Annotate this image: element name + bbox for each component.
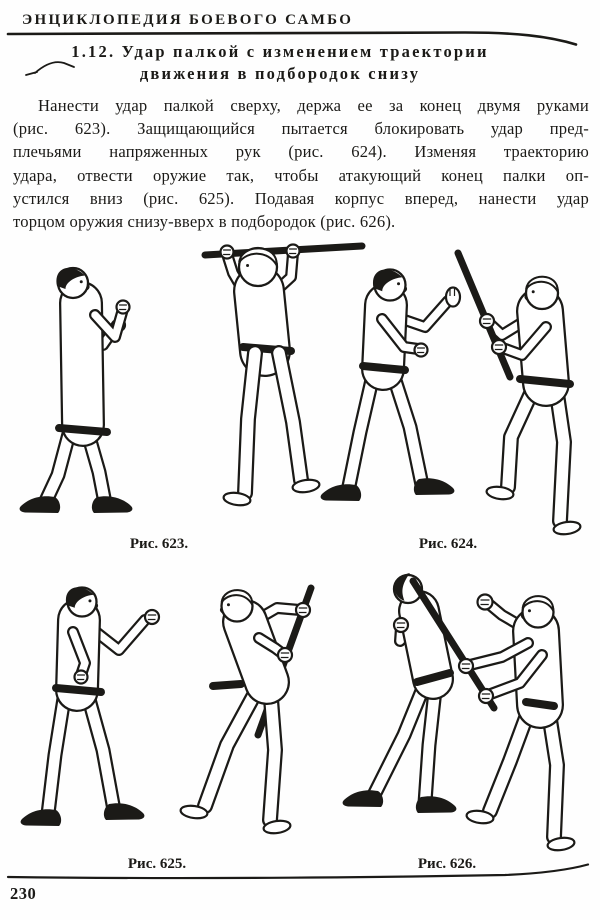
footer-rule: [0, 860, 600, 882]
figure-625-illustration: [15, 570, 337, 854]
page-number: 230: [10, 884, 37, 903]
section-title-line2: движения в подбородок снизу: [139, 63, 421, 83]
section-title-line1: 1.12. Удар палкой с изменением траектории: [71, 42, 489, 61]
defender-figure: [21, 587, 159, 826]
figure-626-caption: Рис. 626.: [417, 856, 477, 872]
attacker-figure: [458, 253, 581, 536]
running-header: ЭНЦИКЛОПЕДИЯ БОЕВОГО САМБО: [22, 12, 354, 28]
paragraph-line: плечьями напряженных рук (рис. 624). Изменяя траекторию: [13, 142, 589, 162]
figure-624-caption: Рис. 624.: [418, 536, 478, 552]
figure-625-caption: Рис. 625.: [127, 856, 187, 872]
defender-figure: [321, 269, 460, 501]
defender-figure: [20, 268, 133, 513]
figure-623-caption: Рис. 623.: [129, 536, 189, 552]
body-paragraph: [13, 94, 589, 233]
attacker-figure: [180, 588, 311, 835]
paragraph-line: (рис. 623). Защищающийся пытается блокировать удар пред-: [13, 119, 589, 139]
section-title: [0, 41, 560, 84]
paragraph-line: удара, отвести оружие так, чтобы атакующий конец палки оп-: [13, 165, 589, 185]
paragraph-line: торцом оружия снизу-вверх в подбородок (рис. 626).: [13, 212, 396, 232]
victim-figure: [343, 573, 457, 813]
paragraph-line: Нанести удар палкой сверху, держа ее за конец двумя руками: [38, 96, 589, 115]
figure-624-illustration: [330, 237, 598, 543]
figure-626-illustration: [330, 565, 598, 865]
figure-623-illustration: [15, 237, 365, 537]
scan-artifact-mark: [24, 57, 84, 81]
paragraph-line: устился вниз (рис. 625). Подавая корпус вперед, нанести удар: [13, 188, 589, 208]
